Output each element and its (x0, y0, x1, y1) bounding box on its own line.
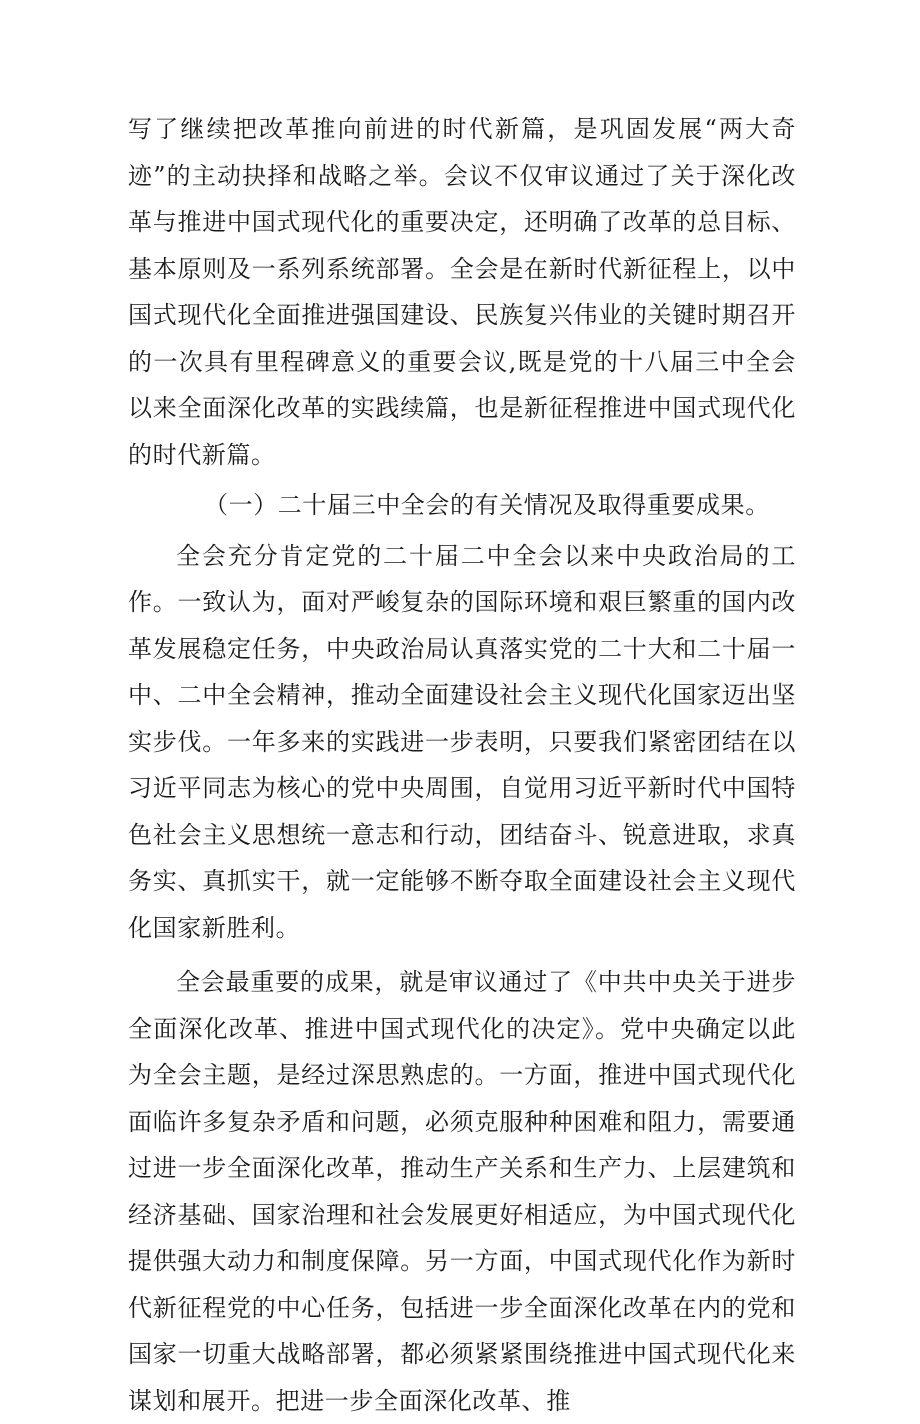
paragraph-plenum-affirmation: 全会充分肯定党的二十届二中全会以来中央政治局的工作。一致认为，面对严峻复杂的国际环境和艰巨繁重的国内改革发展稳定任务，中央政治局认真落实党的二十大和二十届一中、二中全会精神，推动全面建设社会主义现代化国家迈出坚实步伐。一年多来的实践进一步表明，只要我们紧密团结在以习近平同志为核心的党中央周围，自觉用习近平新时代中国特色社会主义思想统一意志和行动，团结奋斗、锐意进取，求真务实、真抓实干，就一定能够不断夺取全面建设社会主义现代化国家新胜利。 (128, 541, 796, 942)
section-heading: （一）二十届三中全会的有关情况及取得重要成果。 (204, 491, 770, 519)
paragraph-intro: 写了继续把改革推向前进的时代新篇，是巩固发展“两大奇迹”的主动抉择和战略之举。会议不仅审议通过了关于深化改革与推进中国式现代化的重要决定，还明确了改革的总目标、基本原则及一系列系统部署。全会是在新时代新征程上，以中国式现代化全面推进强国建设、民族复兴伟业的关键时期召开的一次具有里程碑意义的重要会议,既是党的十八届三中全会以来全面深化改革的实践续篇，也是新征程推进中国式现代化的时代新篇。 (128, 115, 796, 469)
spacer (128, 951, 796, 959)
paragraph-plenum-outcome: 全会最重要的成果，就是审议通过了《中共中央关于进步全面深化改革、推进中国式现代化的决定》。党中央确定以此为全会主题，是经过深思熟虑的。一方面，推进中国式现代化面临许多复杂矛盾和问题，必须克服种种困难和阻力，需要通过进一步全面深化改革，推动生产关系和生产力、上层建筑和经济基础、国家治理和社会发展更好相适应，为中国式现代化提供强大动力和制度保障。另一方面，中国式现代化作为新时代新征程党的中心任务，包括进一步全面深化改革在内的党和国家一切重大战略部署，都必须紧紧围绕推进中国式现代化来谋划和展开。把进一步全面深化改革、推 (128, 968, 796, 1415)
document-body (128, 106, 796, 1424)
